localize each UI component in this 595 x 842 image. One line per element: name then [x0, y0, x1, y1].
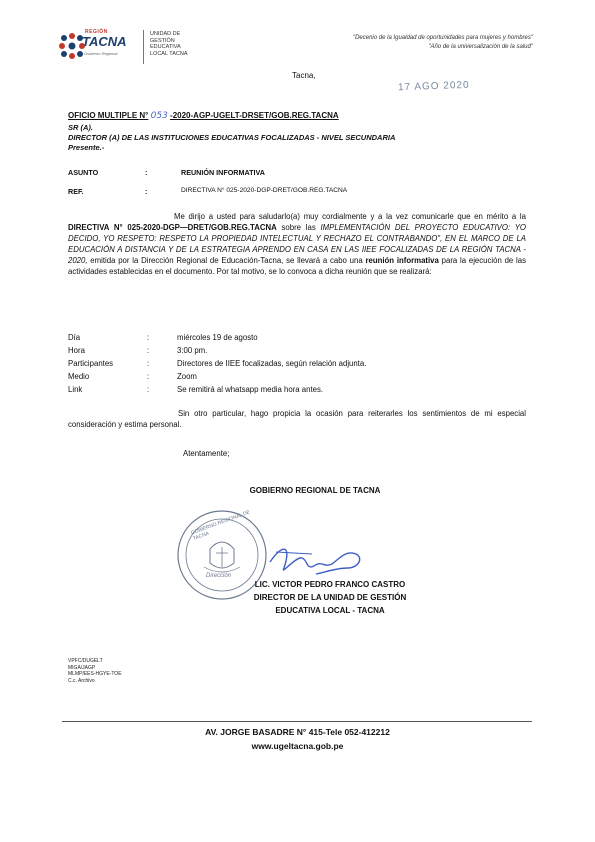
logo-divider	[143, 30, 144, 64]
ref-value: DIRECTIVA N° 025-2020-DGP-DRET/GOB.REG.TACNA	[181, 187, 348, 194]
decenio-motto: "Decenio de la Igualdad de oportunidades para mujeres y hombres" "Año de la universalización de la salud"	[352, 35, 533, 50]
asunto-value: REUNIÓN INFORMATIVA	[181, 168, 265, 177]
logo-tagline: Gobierno Regional	[84, 51, 118, 56]
city-label: Tacna,	[292, 71, 316, 80]
recipient-title: DIRECTOR (A) DE LAS INSTITUCIONES EDUCATIVAS FOCALIZADAS - NIVEL SECUNDARIA	[68, 133, 396, 142]
ref-colon: :	[145, 187, 148, 196]
detail-colon: :	[147, 372, 150, 381]
recipient-salutation: SR (A).	[68, 123, 93, 132]
detail-label: Día	[68, 333, 81, 342]
footer-divider	[62, 721, 532, 722]
footer-address: AV. JORGE BASADRE N° 415-Tele 052-412212	[205, 727, 390, 737]
handwritten-number: 053	[150, 111, 168, 121]
gobierno-heading: GOBIERNO REGIONAL DE TACNA	[249, 486, 381, 495]
asunto-label: ASUNTO	[68, 168, 99, 177]
signer-title-1: DIRECTOR DE LA UNIDAD DE GESTIÓN	[253, 593, 407, 602]
logo-name-text: TACNA	[82, 34, 127, 49]
detail-label: Link	[68, 385, 83, 394]
ref-label: REF.	[68, 187, 84, 196]
detail-colon: :	[147, 385, 150, 394]
date-stamp: 17 AGO 2020	[397, 79, 470, 94]
detail-value: Se remitirá al whatsapp media hora antes.	[177, 385, 324, 394]
detail-value: Zoom	[177, 372, 197, 381]
reference-initials: VPFC/DUGELT MIGA/JAGP MLMP/EES-HGYE-TOE C.c. Archivo	[68, 658, 122, 684]
detail-label: Hora	[68, 346, 85, 355]
signature-icon	[262, 538, 372, 580]
signer-title-2: EDUCATIVA LOCAL - TACNA	[275, 606, 385, 615]
detail-label: Medio	[68, 372, 90, 381]
unit-name: UNIDAD DE GESTIÓN EDUCATIVA LOCAL TACNA	[150, 31, 188, 57]
recipient-presente: Presente.-	[68, 143, 105, 152]
detail-value: 3:00 pm.	[177, 346, 208, 355]
closing-paragraph: Sin otro particular, hago propicia la ocasión para reiterarles los sentimientos de mi especial consideración y estima personal.	[68, 409, 526, 429]
body-paragraph: Me dirijo a usted para saludarlo(a) muy cordialmente y a la vez comunicarle que en mérito a la DIRECTIVA N° 025-2020-DGP—DRET/GOB.REG.TACNA sobre las IMPLEMENTACIÓN DEL PROYECTO EDUCATIVO: YO DECIDO, YO RESPETO: RESPETO LA PROPIEDAD INTELECTUAL Y RECHAZO EL CONTRABANDO", EN EL MARCO DE LA EDUCACIÓN A DISTANCIA Y DE LA ESTRATEGIA APRENDO EN CASA EN LAS IIEE FOCALIZADAS DE LA REGIÓN TACNA - 2020, emitida por la Dirección Regional de Educación-Tacna, se llevará a cabo una reunión informativa para la ejecución de las actividades establecidas en el documento. Por tal motivo, se lo convoca a dicha reunión que se realizará:	[68, 212, 526, 276]
detail-value: Directores de IIEE focalizadas, según relación adjunta.	[177, 359, 367, 368]
seal-inner-text: Dirección	[206, 573, 232, 579]
logo-region-text: REGIÓN	[85, 29, 108, 35]
detail-colon: :	[147, 359, 150, 368]
detail-colon: :	[147, 333, 150, 342]
asunto-colon: :	[145, 168, 148, 177]
footer-website: www.ugeltacna.gob.pe	[251, 741, 344, 751]
oficio-number: OFICIO MULTIPLE N° 053 -2020-AGP-UGELT-DRSET/GOB.REG.TACNA	[68, 111, 339, 121]
detail-label: Participantes	[68, 359, 114, 368]
detail-colon: :	[147, 346, 150, 355]
signer-name: LIC. VICTOR PEDRO FRANCO CASTRO	[254, 580, 406, 589]
detail-value: miércoles 19 de agosto	[177, 333, 258, 342]
seal-outer-text: GOBIERNO REGIONAL DE TACNA	[190, 509, 251, 542]
atentamente-text: Atentamente;	[183, 449, 230, 458]
